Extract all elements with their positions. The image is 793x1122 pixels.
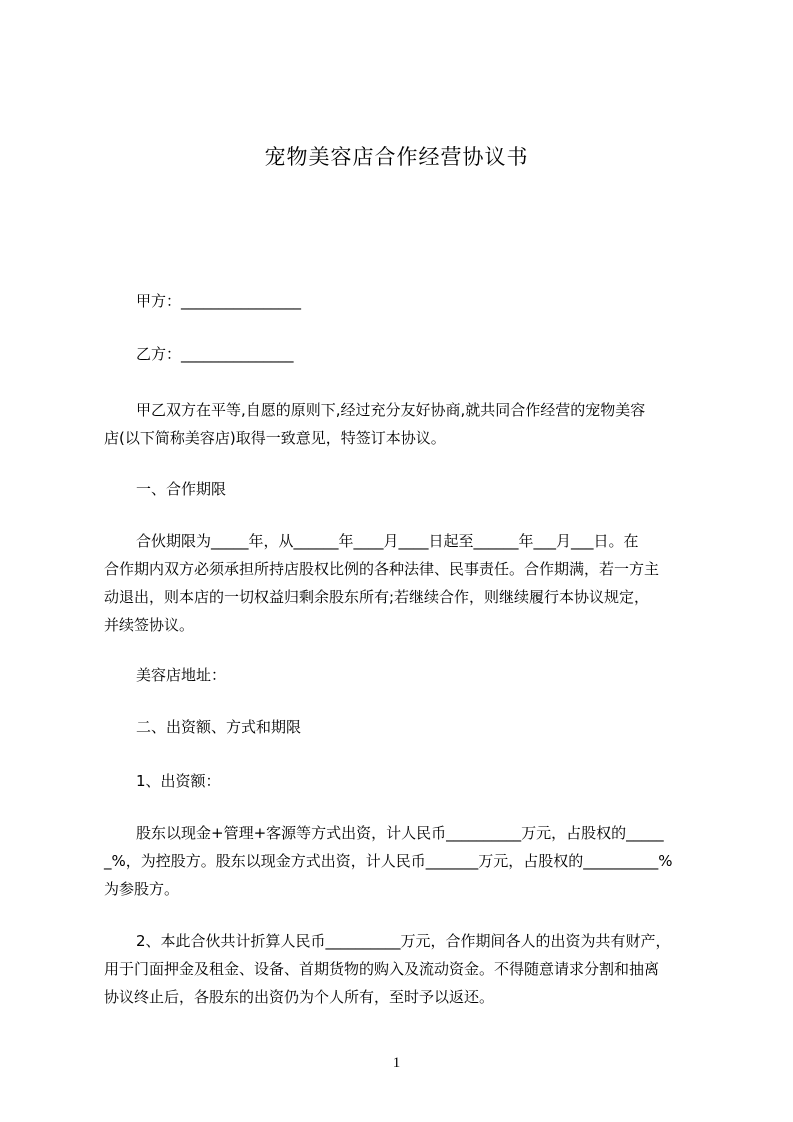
section2-heading: 二、出资额、方式和期限 — [136, 718, 302, 736]
sub2-line: 2、本此合伙共计折算人民币__________万元，合作期间各人的出资为共有财产， — [136, 932, 671, 950]
sub1-line: _%，为控股方。股东以现金方式出资，计人民币_______万元，占股权的__________% — [104, 852, 673, 870]
party-b-line: 乙方：_______________ — [136, 345, 294, 363]
party-a-line: 甲方：________________ — [136, 292, 302, 310]
section1-line: 动退出，则本店的一切权益归剩余股东所有;若继续合作，则继续履行本协议规定， — [104, 588, 650, 606]
section1-heading: 一、合作期限 — [136, 480, 227, 498]
intro-line: 店(以下简称美容店)取得一致意见，特签订本协议。 — [104, 429, 446, 447]
section1-line: 合作期内双方必须承担所持店股权比例的各种法律、民事责任。合作期满，若一方主 — [104, 560, 660, 578]
document-title: 宠物美容店合作经营协议书 — [264, 145, 529, 169]
section1-line: 合伙期限为_____年，从______年____月____日起至______年___月___日。在 — [136, 532, 639, 550]
sub1-heading: 1、出资额： — [136, 772, 221, 790]
shop-address-label: 美容店地址： — [136, 666, 227, 684]
page-number: 1 — [392, 1055, 401, 1071]
sub2-line: 协议终止后，各股东的出资仍为个人所有，至时予以返还。 — [104, 988, 495, 1006]
sub2-line: 用于门面押金及租金、设备、首期货物的购入及流动资金。不得随意请求分割和抽离 — [104, 960, 660, 978]
sub1-line: 为参股方。 — [104, 880, 180, 898]
intro-line: 甲乙双方在平等,自愿的原则下,经过充分友好协商,就共同合作经营的宠物美容 — [136, 401, 646, 419]
sub1-line: 股东以现金+管理+客源等方式出资，计人民币__________万元，占股权的_____ — [136, 824, 664, 842]
section1-line: 并续签协议。 — [104, 616, 195, 634]
